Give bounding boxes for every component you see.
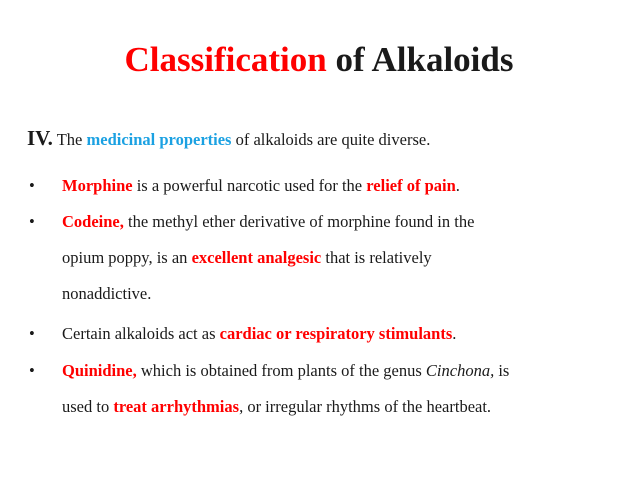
intro-line xyxy=(27,125,627,153)
section-numeral: IV. xyxy=(27,126,53,150)
line-3: nonaddictive. xyxy=(62,284,152,303)
intro-highlight: medicinal properties xyxy=(86,130,232,149)
line-1 xyxy=(62,353,622,389)
text: used to xyxy=(62,397,114,416)
highlight-treat-arrhythmias: treat arrhythmias xyxy=(113,397,240,416)
title-rest: of Alkaloids xyxy=(326,40,514,79)
text: Certain alkaloids act as xyxy=(62,324,220,343)
text: , or irregular rhythms of the heartbeat. xyxy=(239,397,492,416)
line-2 xyxy=(62,240,622,276)
text: is a powerful narcotic used for the xyxy=(132,176,367,195)
highlight-codeine: Codeine, xyxy=(62,212,124,231)
bullet-dot: • xyxy=(29,324,35,343)
highlight-morphine: Morphine xyxy=(62,176,133,195)
italic-cinchona: Cinchona, xyxy=(425,361,495,380)
highlight-relief-of-pain: relief of pain xyxy=(366,176,456,195)
text: . xyxy=(455,176,460,195)
bullet-dot: • xyxy=(29,176,35,195)
bullet-dot: • xyxy=(29,212,35,231)
highlight-stimulants: cardiac or respiratory stimulants xyxy=(219,324,453,343)
line-1 xyxy=(62,204,622,240)
text: the methyl ether derivative of morphine found in the xyxy=(123,212,475,231)
bullet-text xyxy=(62,204,622,312)
slide-title xyxy=(0,38,638,82)
bullet-text xyxy=(62,353,622,425)
intro-text-pre: The xyxy=(52,130,87,149)
title-highlight: Classification xyxy=(124,40,327,79)
text: that is relatively xyxy=(321,248,432,267)
text: which is obtained from plants of the genus xyxy=(136,361,426,380)
bullet-text xyxy=(62,168,622,204)
highlight-quinidine: Quinidine, xyxy=(62,361,137,380)
intro-text-post: of alkaloids are quite diverse. xyxy=(231,130,431,149)
line-2 xyxy=(62,389,622,425)
bullet-text xyxy=(62,316,622,352)
text: . xyxy=(452,324,457,343)
text: is xyxy=(494,361,510,380)
highlight-excellent-analgesic: excellent analgesic xyxy=(191,248,322,267)
bullet-dot: • xyxy=(29,361,35,380)
text: opium poppy, is an xyxy=(62,248,192,267)
